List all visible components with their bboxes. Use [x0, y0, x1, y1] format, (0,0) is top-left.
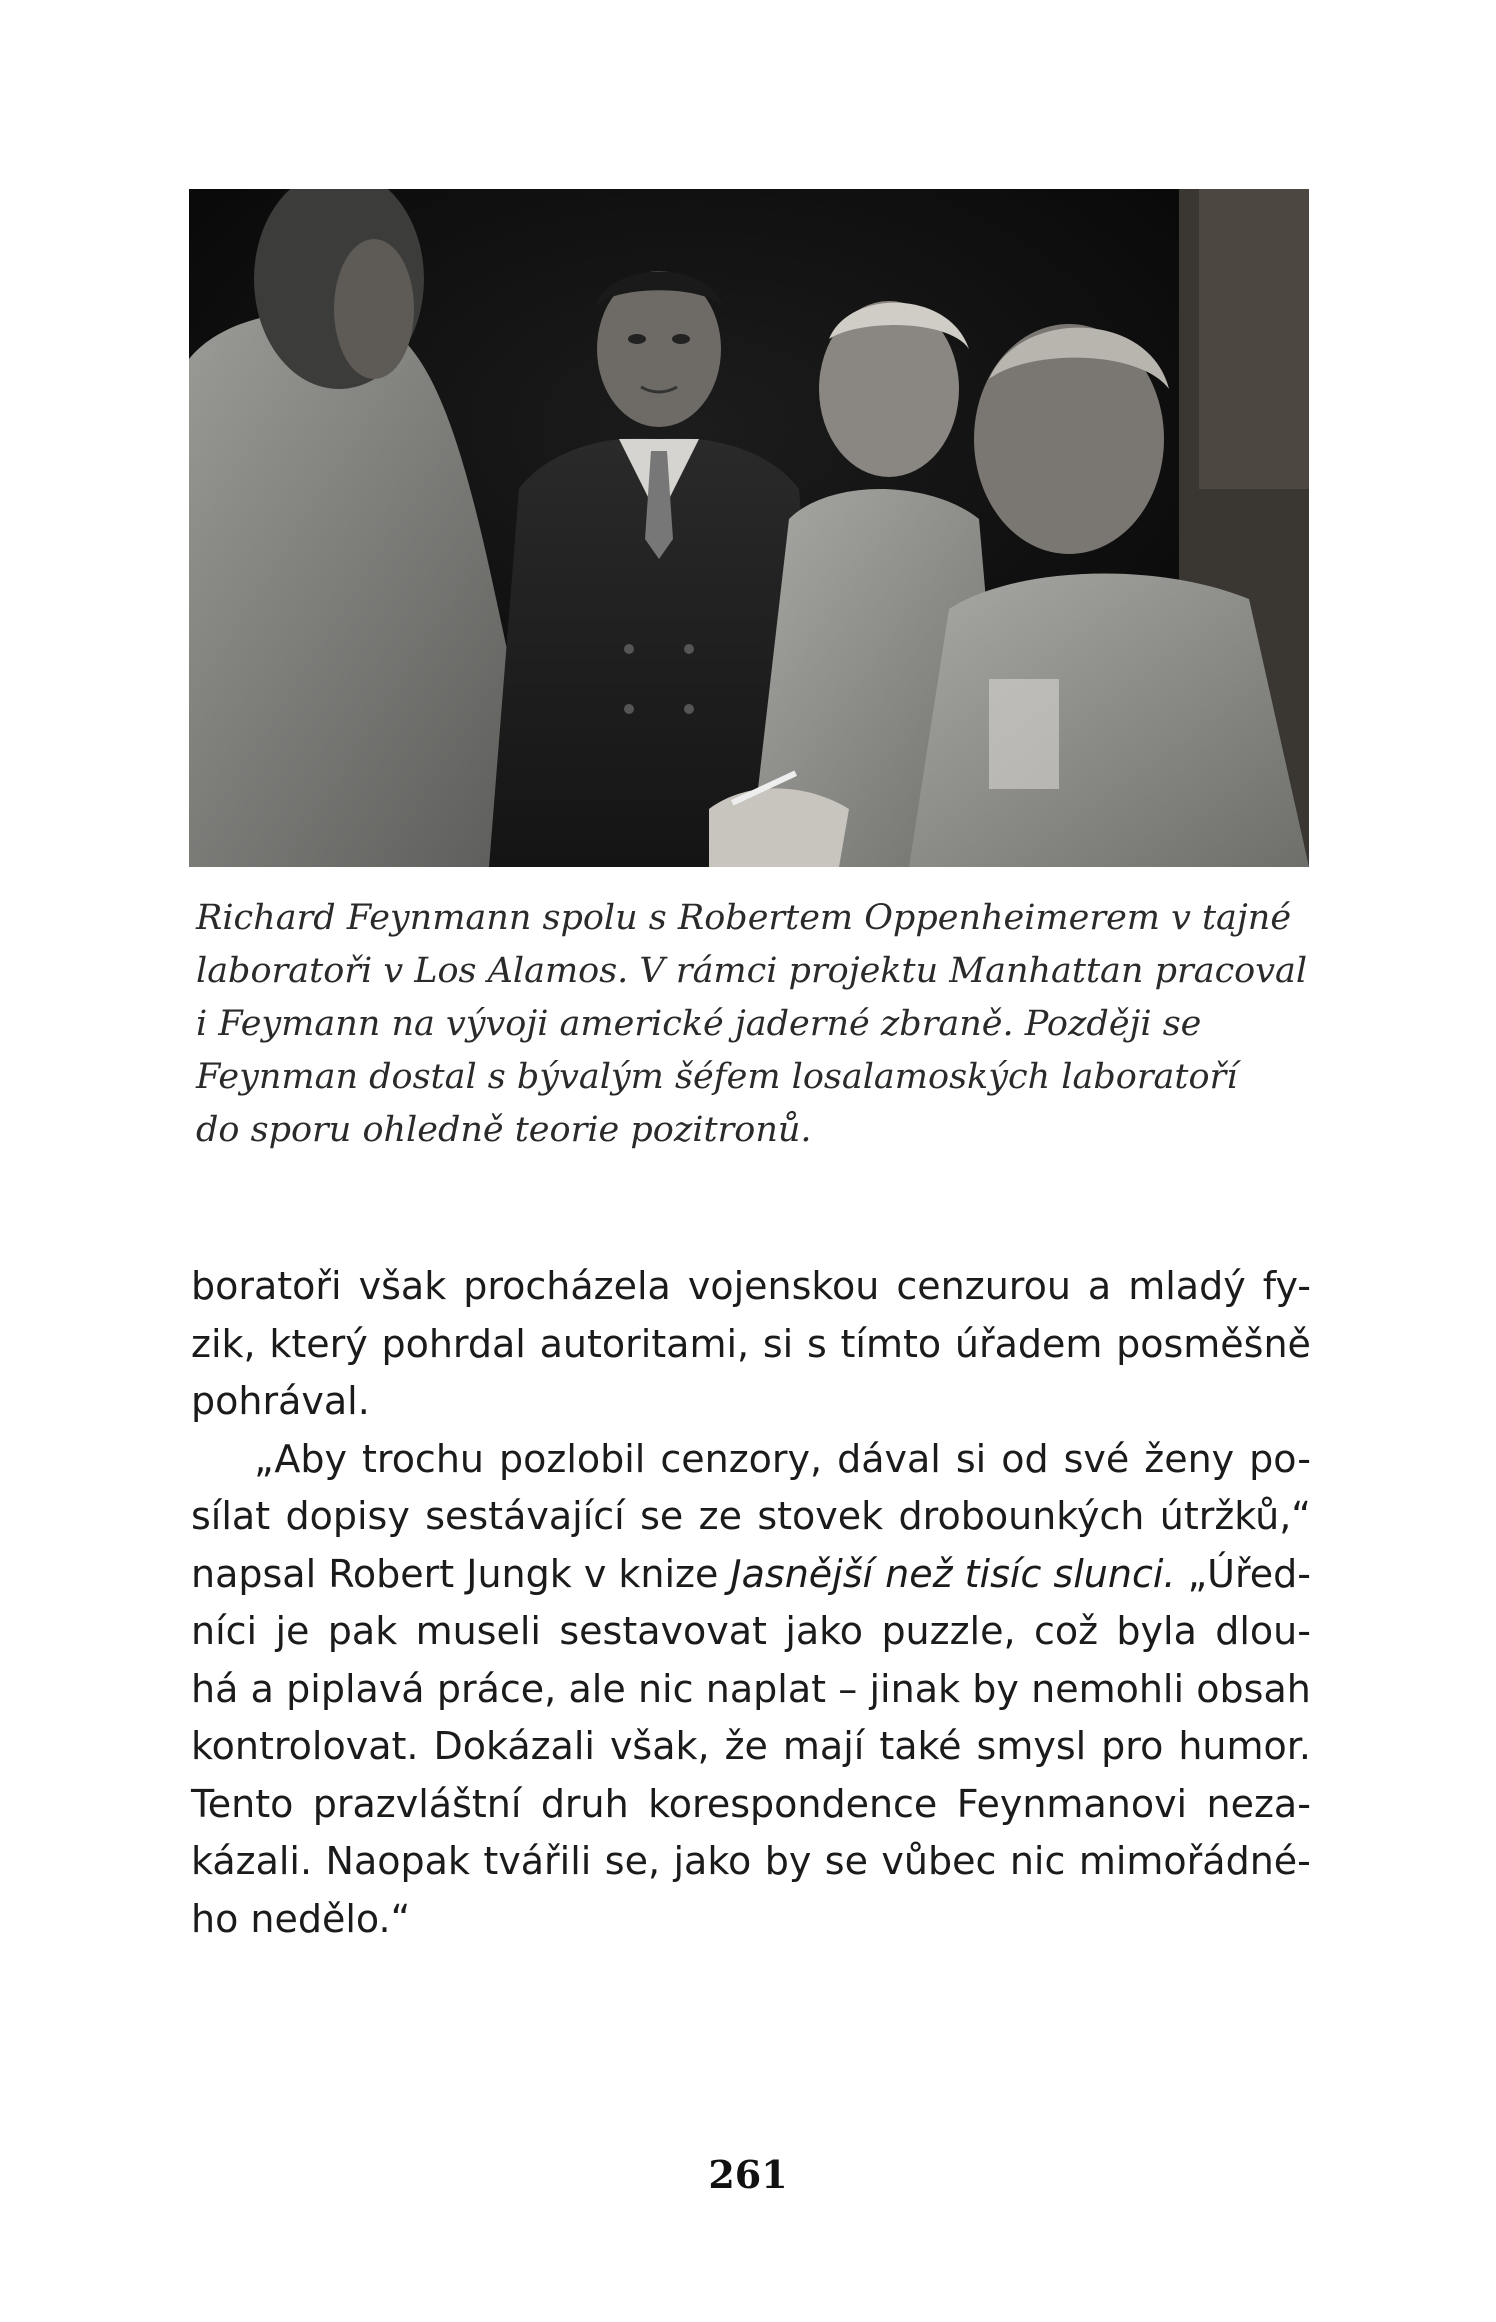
word: puzzle,: [881, 1609, 1016, 1653]
text-line: [191, 1833, 1311, 1891]
word: si: [762, 1321, 794, 1366]
word: však: [358, 1264, 447, 1308]
word: a: [1087, 1264, 1112, 1308]
text-line: pohrával.: [191, 1379, 370, 1423]
word: kázali.: [191, 1839, 313, 1883]
photo-caption: [196, 892, 1316, 1157]
word: by: [764, 1839, 812, 1883]
word: druh: [540, 1781, 629, 1826]
word: Dokázali: [433, 1724, 595, 1768]
word: ženy: [1144, 1436, 1235, 1481]
text-line: [191, 1718, 1311, 1776]
word: své: [1063, 1436, 1130, 1481]
word: útržků,“: [1159, 1494, 1311, 1538]
word: tvářili: [483, 1839, 592, 1883]
text-segment: napsal Robert Jungk v knize: [191, 1551, 719, 1596]
text-line: ho nedělo.“: [191, 1896, 411, 1941]
word: drobounkých: [898, 1494, 1145, 1538]
word: humor.: [1178, 1724, 1311, 1768]
word: smysl: [976, 1724, 1087, 1768]
text-line: [191, 1258, 1311, 1316]
word: jako: [673, 1839, 752, 1883]
word: který: [269, 1321, 368, 1366]
word: jinak: [869, 1666, 960, 1711]
word: vůbec: [881, 1839, 997, 1883]
word: také: [879, 1724, 962, 1768]
word: byla: [1116, 1609, 1197, 1653]
text-line: [191, 1431, 1311, 1489]
word: naplat: [705, 1666, 826, 1711]
word: Feynmanovi: [956, 1781, 1188, 1826]
word: procházela: [463, 1264, 671, 1308]
word: Naopak: [325, 1839, 470, 1883]
word: od: [1001, 1436, 1049, 1481]
text-line: [191, 1316, 1311, 1374]
caption-line: Richard Feynmann spolu s Robertem Oppenheimerem v tajné: [196, 898, 1292, 938]
book-title: Jasnější než tisíc slunci.: [730, 1551, 1176, 1596]
word: ze: [698, 1494, 742, 1538]
word: boratoři: [191, 1264, 342, 1308]
word: stovek: [757, 1494, 884, 1538]
word: piplavá: [286, 1666, 425, 1711]
word: há: [191, 1666, 239, 1711]
word: –: [838, 1666, 858, 1711]
word: neza-: [1206, 1781, 1311, 1826]
word: níci: [191, 1609, 258, 1653]
word: a: [250, 1666, 274, 1711]
caption-line: laboratoři v Los Alamos. V rámci projektu Manhattan pracoval: [196, 951, 1308, 991]
text-line: [191, 1488, 1311, 1546]
word: což: [1033, 1609, 1099, 1653]
body-text: [191, 1258, 1311, 1948]
word: dával: [837, 1436, 941, 1481]
word: pohrdal: [381, 1321, 526, 1366]
text-line: [191, 1603, 1311, 1661]
word: tímto: [840, 1321, 942, 1366]
word: dopisy: [285, 1494, 410, 1538]
word: mimořádné-: [1078, 1839, 1311, 1883]
word: pak: [327, 1609, 398, 1653]
word: fy-: [1262, 1264, 1311, 1308]
text-line: [191, 1661, 1311, 1719]
word: trochu: [362, 1436, 484, 1481]
word: dlou-: [1215, 1609, 1311, 1653]
caption-line: i Feymann na vývoji americké jaderné zbraně. Později se: [196, 1004, 1202, 1044]
word: posměšně: [1116, 1321, 1311, 1366]
word: nic: [637, 1666, 694, 1711]
text-line-with-title: [191, 1546, 1311, 1604]
word: sílat: [191, 1494, 271, 1538]
word: nemohli: [1031, 1666, 1185, 1711]
word: však,: [609, 1724, 710, 1768]
word: sestávající: [425, 1494, 625, 1538]
photograph: [189, 189, 1309, 867]
word: Tento: [191, 1781, 294, 1826]
photo-illustration: [189, 189, 1309, 867]
caption-line: do sporu ohledně teorie pozitronů.: [196, 1110, 812, 1150]
word: kontrolovat.: [191, 1724, 419, 1768]
word: vojenskou: [687, 1264, 880, 1308]
word: prazvláštní: [312, 1781, 522, 1826]
word: mladý: [1128, 1264, 1246, 1308]
word: pozlobil: [499, 1436, 646, 1481]
word: se: [824, 1839, 868, 1883]
word: cenzurou: [896, 1264, 1071, 1308]
text-segment: „Úřed-: [1187, 1551, 1311, 1596]
word: pro: [1101, 1724, 1164, 1768]
word: si: [955, 1436, 987, 1481]
word: by: [972, 1666, 1019, 1711]
word: je: [275, 1609, 310, 1653]
word: sestavovat: [559, 1609, 767, 1653]
word: nic: [1009, 1839, 1066, 1883]
word: ale: [568, 1666, 626, 1711]
word: práce,: [436, 1666, 557, 1711]
word: s: [806, 1321, 827, 1366]
word: po-: [1249, 1436, 1311, 1481]
word: se: [640, 1494, 684, 1538]
caption-line: Feynman dostal s bývalým šéfem losalamoských laboratoří: [196, 1057, 1238, 1097]
word: zik,: [191, 1321, 256, 1366]
word: „Aby: [254, 1436, 347, 1481]
word: cenzory,: [660, 1436, 823, 1481]
page-number: 261: [708, 2152, 788, 2197]
word: obsah: [1196, 1666, 1311, 1711]
word: jako: [785, 1609, 864, 1653]
word: se,: [604, 1839, 661, 1883]
word: museli: [415, 1609, 541, 1653]
word: mají: [782, 1724, 865, 1768]
text-line: [191, 1776, 1311, 1834]
word: autoritami,: [539, 1321, 750, 1366]
word: že: [724, 1724, 768, 1768]
word: korespondence: [648, 1781, 938, 1826]
word: úřadem: [954, 1321, 1103, 1366]
